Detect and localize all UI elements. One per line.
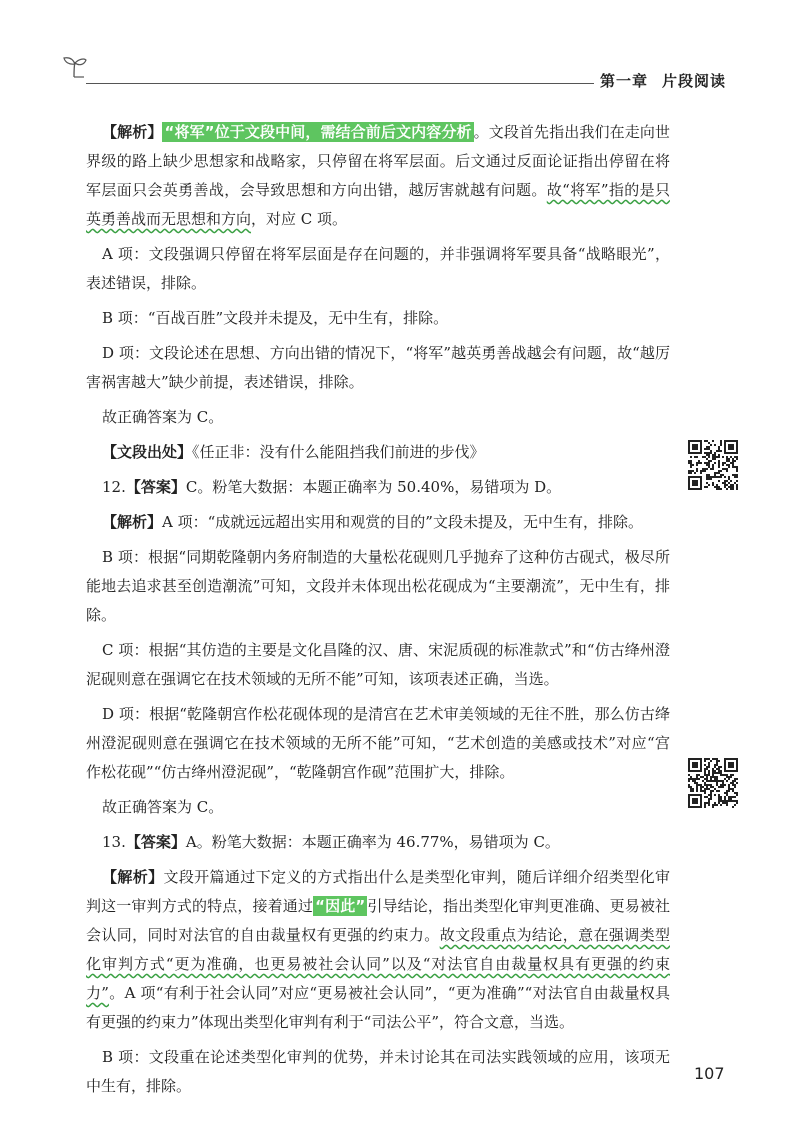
paragraph bbox=[86, 339, 670, 397]
section-tag: 【答案】 bbox=[125, 833, 186, 851]
highlighted-phrase: “将军”位于文段中间，需结合前后文内容分析 bbox=[164, 123, 472, 141]
paragraph bbox=[86, 1043, 670, 1101]
sprout-icon bbox=[62, 56, 88, 78]
text-run: 故正确答案为 C。 bbox=[102, 798, 224, 816]
paragraph bbox=[86, 438, 670, 467]
text-run: B 项：文段重在论述类型化审判的优势，并未讨论其在司法实践领域的应用，该项无中生有，排除。 bbox=[86, 1048, 670, 1095]
paragraph bbox=[86, 118, 670, 234]
paragraph bbox=[86, 636, 670, 694]
section-label: 片段阅读 bbox=[662, 72, 727, 90]
header-rule bbox=[86, 83, 594, 84]
paragraph bbox=[86, 403, 670, 432]
qr-code-icon[interactable] bbox=[688, 440, 738, 490]
section-tag: 【文段出处】 bbox=[102, 443, 193, 461]
underlined-phrase: 故文段重点为结论，意在强调类型化审判方式“更为准确，也更易被社会认同”以及“对法官自由裁量权具有更强的约束力” bbox=[86, 926, 670, 1002]
paragraph bbox=[86, 473, 670, 502]
section-tag: 【答案】 bbox=[125, 478, 186, 496]
answer-explanation-body bbox=[86, 118, 670, 1107]
text-run: 12. bbox=[102, 478, 126, 496]
page-number: 107 bbox=[694, 1064, 725, 1083]
text-run: 。文段首先指出我们在走向世界级的路上缺少思想家和战略家，只停留在将军层面。后文通过反面论证指出停留在将军层面只会英勇善战，会导致思想和方向出错，越厉害就越有问题。 bbox=[86, 123, 670, 199]
paragraph bbox=[86, 700, 670, 787]
section-tag: 【解析】 bbox=[102, 123, 163, 141]
text-run: A 项：文段强调只停留在将军层面是存在问题的，并非强调将军要具备“战略眼光”，表述错误，排除。 bbox=[86, 245, 670, 292]
text-run: A 项：“成就远远超出实用和观赏的目的”文段未提及，无中生有，排除。 bbox=[162, 513, 643, 531]
text-run: 故正确答案为 C。 bbox=[102, 408, 224, 426]
paragraph bbox=[86, 508, 670, 537]
paragraph bbox=[86, 863, 670, 1037]
paragraph bbox=[86, 304, 670, 333]
paragraph bbox=[86, 240, 670, 298]
paragraph bbox=[86, 543, 670, 630]
text-run: B 项：“百战百胜”文段并未提及，无中生有，排除。 bbox=[102, 309, 449, 327]
section-tag: 【解析】 bbox=[102, 868, 164, 886]
text-run: 13. bbox=[102, 833, 126, 851]
running-header bbox=[600, 70, 726, 91]
text-run: ，对应 C 项。 bbox=[251, 210, 348, 228]
text-run: D 项：文段论述在思想、方向出错的情况下，“将军”越英勇善战越会有问题，故“越厉害祸害越大”缺少前提，表述错误，排除。 bbox=[86, 344, 670, 391]
qr-code-icon[interactable] bbox=[688, 758, 738, 808]
paragraph bbox=[86, 793, 670, 822]
underlined-phrase: 故“将军”指的是只英勇善战而无思想和方向 bbox=[86, 181, 670, 228]
text-run: A。粉笔大数据：本题正确率为 46.77%，易错项为 C。 bbox=[185, 833, 560, 851]
text-run: B 项：根据“同期乾隆朝内务府制造的大量松花砚则几乎抛弃了这种仿古砚式，极尽所能地去追求甚至创造潮流”可知，文段并未体现出松花砚成为“主要潮流”，无中生有，排除。 bbox=[86, 548, 670, 624]
text-run: 。A 项“有利于社会认同”对应“更易被社会认同”，“更为准确”“对法官自由裁量权具有更强的约束力”体现出类型化审判有利于“司法公平”，符合文意，当选。 bbox=[86, 984, 670, 1031]
text-run: D 项：根据“乾隆朝宫作松花砚体现的是清宫在艺术审美领域的无往不胜，那么仿古绛州澄泥砚则意在强调它在技术领域的无所不能”可知，“艺术创造的美感或技术”对应“宫作松花砚”“仿古绛州澄泥砚”，“乾隆朝宫作砚”范围扩大，排除。 bbox=[86, 705, 670, 781]
highlighted-phrase: “因此” bbox=[315, 897, 366, 915]
text-run: 《任正非：没有什么能阻挡我们前进的步伐》 bbox=[192, 443, 485, 461]
paragraph bbox=[86, 828, 670, 857]
text-run: C 项：根据“其仿造的主要是文化昌隆的汉、唐、宋泥质砚的标准款式”和“仿古绛州澄泥砚则意在强调它在技术领域的无所不能”可知，该项表述正确，当选。 bbox=[86, 641, 670, 688]
text-run: C。粉笔大数据：本题正确率为 50.40%，易错项为 D。 bbox=[185, 478, 562, 496]
text-run: 引导结论，指出类型化审判更准确、更易被社会认同，同时对法官的自由裁量权有更强的约束力。 bbox=[86, 897, 670, 944]
text-run: 文段开篇通过下定义的方式指出什么是类型化审判，随后详细介绍类型化审判这一审判方式的特点，接着通过 bbox=[86, 868, 670, 915]
chapter-label: 第一章 bbox=[600, 72, 649, 90]
section-tag: 【解析】 bbox=[102, 513, 163, 531]
page-header bbox=[0, 0, 800, 100]
